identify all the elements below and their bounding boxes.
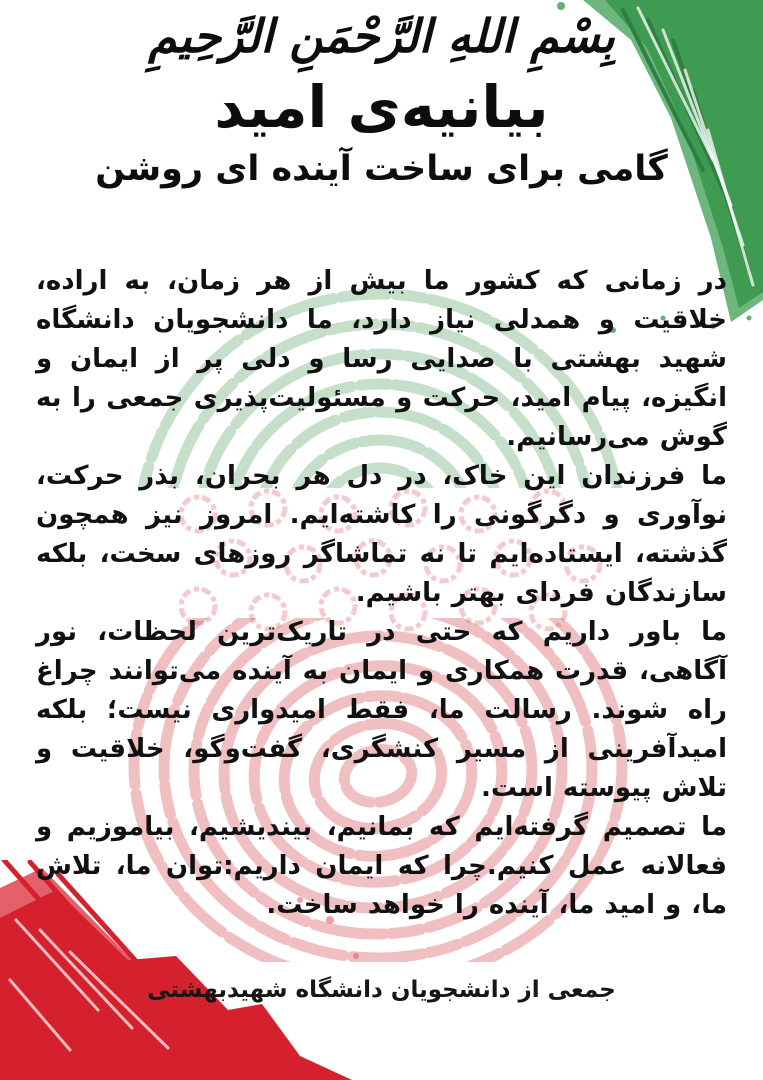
statement-paragraph-1: در زمانی که کشور ما بیش از هر زمان، به اراده، خلاقیت و همدلی نیاز دارد، ما دانشجویان دانشگاه شهید بهشتی با صدایی رسا و دلی پر از ایمان و انگیزه، پیام امید، حرکت و مسئولیت‌پذیری جمعی را به گوش می‌رسانیم. [36, 265, 727, 452]
statement-paragraph-3: ما باور داریم که حتی در تاریک‌ترین لحظات، نور آگاهی، قدرت همکاری و ایمان به آینده می‌توانند چراغ راه شوند. رسالت ما، فقط امیدواری نیست؛ بلکه امیدآفرینی از مسیر کنشگری، گفت‌وگو، خلاقیت و تلاش پیوسته است. [36, 616, 727, 803]
bismillah-calligraphy: بِسْمِ اللهِ الرَّحْمَنِ الرَّحِیمِ [148, 9, 615, 63]
page-subtitle: گامی برای ساخت آینده ای روشن [95, 148, 668, 189]
statement-paragraph-4: ما تصمیم گرفته‌ایم که بمانیم، بیندیشیم، بیاموزیم و فعالانه عمل کنیم.چرا که ایمان داریم:توان ما، تلاش ما، و امید ما، آینده را خواهد ساخت. [36, 811, 727, 920]
statement-paragraph-2: ما فرزندان این خاک، در دل هر بحران، بذر حرکت، نوآوری و دگرگونی را کاشته‌ایم. امروز نیز همچون گذشته، ایستاده‌ایم تا نه تماشاگر روزهای سخت، بلکه سازندگان فردای بهتر باشیم. [36, 460, 727, 608]
page-title: بیانیه‌ی امید [214, 72, 549, 141]
poster-content [0, 10, 763, 1003]
statement-body [36, 262, 727, 925]
signature-line: جمعی از دانشجویان دانشگاه شهیدبهشتی [147, 976, 616, 1003]
